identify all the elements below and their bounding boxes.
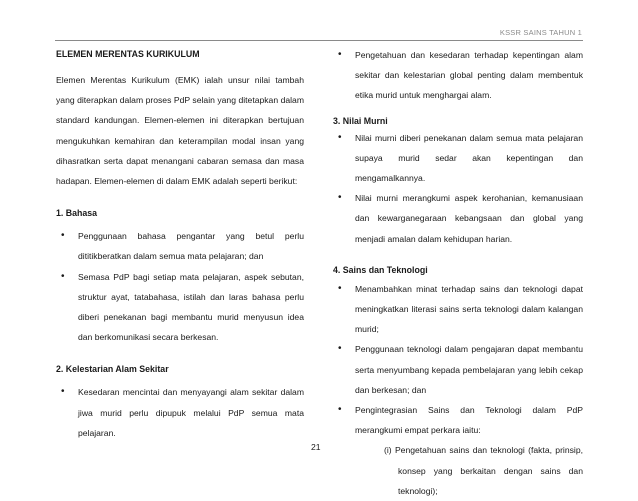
list-item: • Nilai murni merangkumi aspek kerohanian, kemanusiaan dan kewarganegaraan kebangsaan dan global yang menjadi amalan dalam kehidupan harian. [333, 188, 583, 249]
section-title: 1. Bahasa [56, 208, 98, 219]
page-number: 21 [311, 442, 321, 452]
section-heading: ELEMEN MERENTAS KURIKULUM [56, 49, 200, 59]
bullet-list [333, 279, 583, 441]
list-item: • Nilai murni diberi penekanan dalam semua mata pelajaran supaya murid sedar akan kepentingan dan mengamalkannya. [333, 128, 583, 189]
list-item: • Penggunaan bahasa pengantar yang betul perlu dititikberatkan dalam semua mata pelajaran; dan [56, 226, 304, 266]
section-title: 2. Kelestarian Alam Sekitar [56, 364, 169, 375]
intro-paragraph: Elemen Merentas Kurikulum (EMK) ialah unsur nilai tambah yang diterapkan dalam proses PdP selain yang ditetapkan dalam standard kandungan. Elemen-elemen ini diterapkan bertujuan mengukuhkan kemahiran dan keterampilan modal insan yang dihasratkan serta dapat menangani cabaran semasa dan masa hadapan. Elemen-elemen di dalam EMK adalah seperti berikut: [56, 75, 304, 187]
section-kelestarian [56, 364, 304, 443]
left-column [56, 49, 304, 443]
bullet-list [56, 226, 304, 347]
sub-list [333, 440, 583, 501]
list-item: • Menambahkan minat terhadap sains dan teknologi dapat meningkatkan literasi sains serta teknologi dalam kalangan murid; [333, 279, 583, 340]
bullet-list [333, 45, 583, 106]
list-item: • Semasa PdP bagi setiap mata pelajaran, aspek sebutan, struktur ayat, tatabahasa, istilah dan laras bahasa perlu diberi penekanan bagi membantu murid menyusun idea dan berkomunikasi secara berkesan. [56, 267, 304, 348]
list-item: • Penggunaan teknologi dalam pengajaran dapat membantu serta menyumbang kepada pembelajaran yang lebih cekap dan berkesan; dan [333, 339, 583, 400]
document-header-label: KSSR SAINS TAHUN 1 [499, 28, 582, 37]
section-title: 4. Sains dan Teknologi [333, 264, 428, 275]
bullet-list [333, 128, 583, 249]
sub-list-item: (i) Pengetahuan sains dan teknologi (fakta, prinsip, konsep yang berkaitan dengan sains dan teknologi); [384, 445, 583, 496]
right-column [333, 45, 583, 501]
section-nilai-murni [333, 116, 583, 249]
section-title: 3. Nilai Murni [333, 115, 388, 126]
section-sains-teknologi [333, 265, 583, 501]
list-item: • Kesedaran mencintai dan menyayangi alam sekitar dalam jiwa murid perlu dipupuk melalui PdP semua mata pelajaran. [56, 382, 304, 443]
section-bahasa [56, 208, 304, 347]
bullet-list [56, 382, 304, 443]
list-item: • Pengetahuan dan kesedaran terhadap kepentingan alam sekitar dan kelestarian global penting dalam membentuk etika murid untuk menghargai alam. [333, 45, 583, 106]
header-divider [55, 40, 583, 41]
list-item: • Pengintegrasian Sains dan Teknologi dalam PdP merangkumi empat perkara iaitu: [333, 400, 583, 440]
